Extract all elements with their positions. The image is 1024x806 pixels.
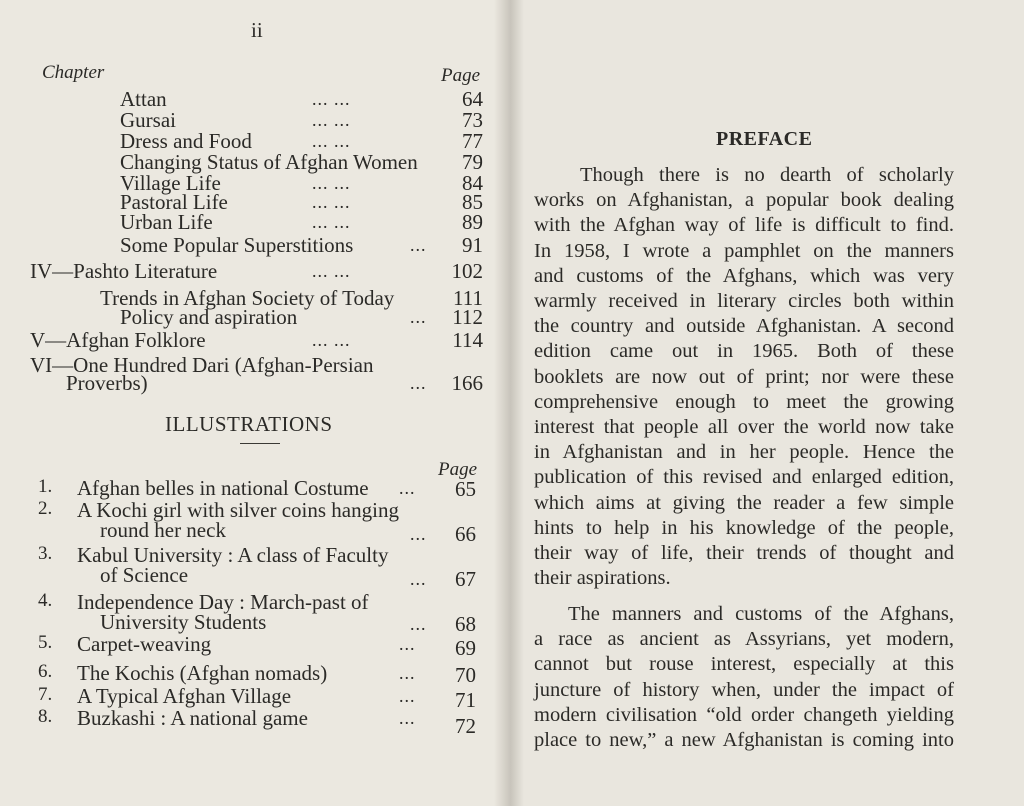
contents-page-number: 91	[462, 233, 483, 257]
illustration-number: 4.	[38, 590, 53, 611]
preface-line: which aims at giving the reader a few simple	[534, 491, 954, 514]
illustration-leader: ...	[399, 708, 416, 728]
illustration-title: Kabul University : A class of Faculty	[77, 543, 389, 567]
illustration-title: Carpet-weaving	[77, 632, 212, 656]
contents-leader: ... ...	[312, 173, 351, 193]
illustration-title: A Kochi girl with silver coins hanging	[77, 498, 399, 522]
contents-leader: ...	[410, 235, 427, 255]
contents-page-number: 79	[462, 150, 483, 174]
contents-page-number: 73	[462, 108, 483, 132]
illustration-page-number: 65	[455, 477, 476, 501]
illustration-title: of Science	[100, 563, 189, 587]
contents-title: Policy and aspiration	[120, 305, 298, 329]
preface-line: in Afghanistan and in her people. Hence the	[534, 441, 954, 464]
page-number: ii	[251, 18, 263, 42]
preface-line: booklets are now out of print; nor were these	[534, 365, 954, 388]
preface-line: cannot but rouse interest, especially at this	[534, 653, 954, 676]
contents-page-number: 77	[462, 129, 483, 153]
contents-leader: ... ...	[312, 110, 351, 130]
preface-line: Though there is no dearth of scholarly	[580, 164, 954, 186]
contents-page-number: 102	[451, 259, 483, 283]
contents-leader: ... ...	[312, 330, 351, 350]
illustration-title: round her neck	[100, 518, 226, 542]
illustration-leader: ...	[410, 569, 427, 589]
preface-line: works on Afghanistan, a popular book dealing	[534, 189, 954, 212]
illustration-number: 5.	[38, 632, 53, 653]
illustration-leader: ...	[399, 686, 416, 706]
illustration-page-number: 67	[455, 567, 476, 591]
preface-line: The manners and customs of the Afghans,	[568, 603, 954, 625]
chapter-column-label: Chapter	[42, 62, 105, 83]
contents-title: Attan	[120, 87, 167, 111]
contents-leader: ... ...	[312, 89, 351, 109]
preface-line: their way of life, their trends of thought and	[534, 542, 954, 564]
book-gutter	[494, 0, 524, 806]
preface-line: warmly received in literary circles both within	[534, 290, 954, 312]
page-column-label: Page	[441, 65, 481, 86]
contents-page-number: 84	[462, 171, 483, 195]
preface-line: a race as ancient as Assyrians, yet modern,	[534, 628, 954, 651]
contents-leader: ...	[410, 373, 427, 393]
contents-title: Changing Status of Afghan Women	[120, 150, 418, 174]
contents-title: V—Afghan Folklore	[30, 328, 206, 352]
contents-leader: ... ...	[312, 212, 351, 232]
contents-page-number: 114	[452, 328, 483, 352]
contents-page-number: 85	[462, 190, 483, 214]
illustration-number: 8.	[38, 706, 53, 727]
illustration-leader: ...	[410, 524, 427, 544]
contents-title: Urban Life	[120, 210, 213, 234]
illustration-title: The Kochis (Afghan nomads)	[77, 661, 328, 685]
illustration-leader: ...	[399, 663, 416, 683]
illustration-title: Buzkashi : A national game	[77, 706, 308, 730]
heading-rule	[240, 443, 280, 444]
illustration-page-number: 66	[455, 522, 476, 546]
contents-title: Pastoral Life	[120, 190, 228, 214]
contents-title: Gursai	[120, 108, 176, 132]
preface-line: hints to help in his knowledge of the people,	[534, 516, 954, 539]
illustration-number: 2.	[38, 498, 53, 519]
preface-line: In 1958, I wrote a pamphlet on the manners	[534, 239, 954, 262]
illustration-page-number: 68	[455, 612, 476, 636]
preface-line: modern civilisation “old order changeth yielding	[534, 703, 954, 726]
illustration-number: 7.	[38, 684, 53, 705]
illustration-leader: ...	[399, 478, 416, 498]
illustrations-page-label: Page	[438, 459, 478, 480]
contents-leader: ...	[410, 307, 427, 327]
preface-line: and customs of the Afghans, which was very	[534, 264, 954, 287]
illustration-page-number: 71	[455, 688, 476, 712]
contents-page-number: 112	[452, 305, 483, 329]
contents-leader: ... ...	[312, 192, 351, 212]
illustration-page-number: 72	[455, 714, 476, 738]
contents-title: IV—Pashto Literature	[30, 259, 218, 283]
contents-title: VI—One Hundred Dari (Afghan-Persian	[30, 353, 374, 377]
contents-page-number: 64	[462, 87, 483, 111]
preface-heading: PREFACE	[716, 128, 813, 150]
preface-line: place to new,” a new Afghanistan is coming into	[534, 729, 954, 751]
contents-page-number: 89	[462, 210, 483, 234]
illustration-title: Afghan belles in national Costume	[77, 476, 369, 500]
illustration-title: Independence Day : March-past of	[77, 590, 369, 614]
contents-title: Proverbs)	[66, 371, 148, 395]
preface-line: edition came out in 1965. Both of these	[534, 340, 954, 363]
contents-leader: ... ...	[312, 261, 351, 281]
contents-title: Village Life	[120, 171, 221, 195]
illustration-title: A Typical Afghan Village	[77, 684, 292, 708]
contents-leader: ... ...	[312, 131, 351, 151]
illustration-page-number: 70	[455, 663, 476, 687]
illustration-page-number: 69	[455, 636, 476, 660]
contents-page-number: 111	[453, 286, 483, 310]
preface-line: publication of this revised and enlarged edition,	[534, 466, 954, 489]
illustration-number: 3.	[38, 543, 53, 564]
illustrations-heading: ILLUSTRATIONS	[165, 412, 333, 436]
illustration-title: University Students	[100, 610, 267, 634]
contents-title: Dress and Food	[120, 129, 252, 153]
contents-page-number: 166	[451, 371, 483, 395]
illustration-number: 1.	[38, 476, 53, 497]
illustration-leader: ...	[399, 634, 416, 654]
preface-line: with the Afghan way of life is difficult to find.	[534, 214, 954, 237]
illustration-leader: ...	[410, 614, 427, 634]
contents-title: Trends in Afghan Society of Today	[100, 286, 395, 310]
illustration-number: 6.	[38, 661, 53, 682]
preface-line: comprehensive enough to meet the growing	[534, 390, 954, 413]
preface-line: interest that people all over the world now take	[534, 416, 954, 438]
preface-line: the country and outside Afghanistan. A second	[534, 315, 954, 338]
preface-line: juncture of history when, under the impact of	[534, 678, 954, 701]
contents-title: Some Popular Superstitions	[120, 233, 354, 257]
preface-line: their aspirations.	[534, 567, 671, 590]
